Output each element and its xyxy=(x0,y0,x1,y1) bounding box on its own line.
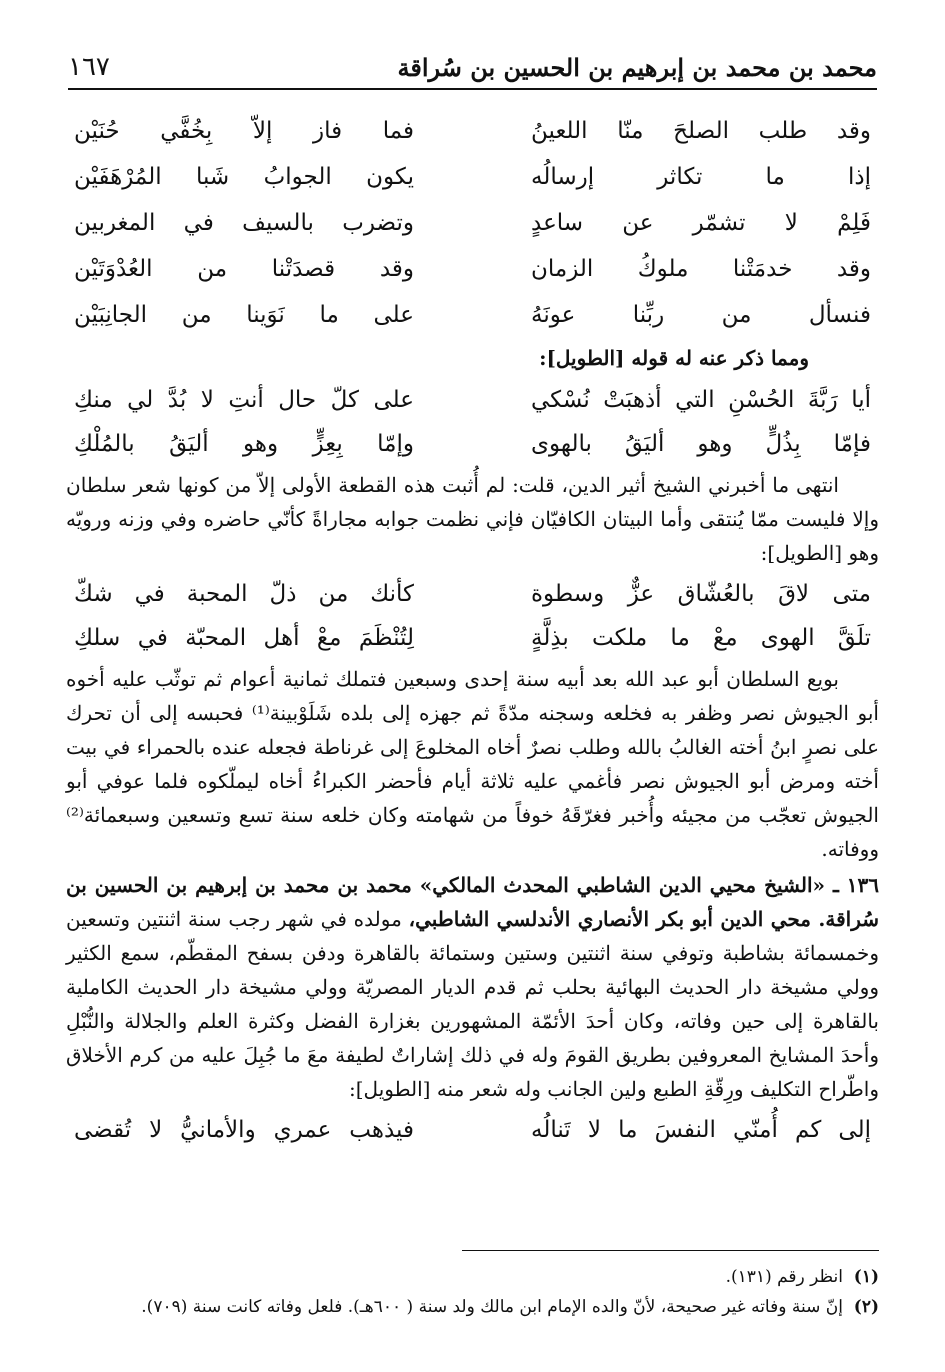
hemistich-2: كأنك من ذلّ المحبة في شكّ xyxy=(74,581,414,607)
footnote xyxy=(66,1292,879,1322)
hemistich-2: وتضرب بالسيف في المغربين xyxy=(74,210,414,236)
poem-1 xyxy=(66,108,879,338)
footnote-text: انظر رقم (١٣١). xyxy=(725,1267,843,1287)
paragraph-biography xyxy=(66,662,879,866)
meter-intro: ومما ذكر عنه له قوله [الطويل]: xyxy=(539,346,809,370)
footnotes xyxy=(66,1262,879,1322)
hemistich-2: على ما نَوَينا من الجانِبَيْن xyxy=(74,302,414,328)
hemistich-1: فنسأل من ربِّنا عونَهُ xyxy=(531,302,871,328)
footnote-number: (١) xyxy=(853,1267,879,1287)
footnote-divider xyxy=(462,1250,879,1251)
verse xyxy=(66,1108,879,1152)
verse xyxy=(66,292,879,338)
hemistich-1: وقد خدمَتْنا ملوكُ الزمان xyxy=(531,256,871,282)
hemistich-2: فما فاز إلاّ بِخُفَّي حُنَيْن xyxy=(74,118,414,144)
footnote xyxy=(66,1262,879,1292)
hemistich-1: إلى كم أُمنّي النفسَ ما لا تَنالُه xyxy=(531,1117,871,1143)
entry-heading: ١٣٦ ـ «الشيخ محيي الدين الشاطبي المحدث المالكي» محمد بن محمد بن إبرهيم بن الحسين بن سُراقة. محي الدين أبو بكر الأنصاري الأندلسي الشاطبي، xyxy=(66,873,879,931)
hemistich-1: فَلِمْ لا تشمّر عن ساعدٍ xyxy=(531,210,871,236)
footnote-text: إنّ سنة وفاته غير صحيحة، لأنّ والده الإمام ابن مالك ولد سنة ( ٦٠٠هـ). فلعل وفاته كانت سنة (٧٠٩). xyxy=(141,1297,843,1317)
page-header xyxy=(68,48,877,90)
hemistich-1: فإمّا بِذُلٍّ وهو أليَقُ بالهوى xyxy=(531,431,871,457)
hemistich-1: وقد طلب الصلحَ منّا اللعينُ xyxy=(531,118,871,144)
poem-3 xyxy=(66,572,879,660)
hemistich-1: تلَقَّ الهوى معْ ما ملكت بذِلَّةٍ xyxy=(531,625,871,651)
verse xyxy=(66,154,879,200)
poem-4 xyxy=(66,1108,879,1152)
entry-136 xyxy=(66,868,879,1106)
hemistich-2: على كلّ حال أنتِ لا بُدَّ لي منكِ xyxy=(74,387,414,413)
running-title: محمد بن محمد بن إبرهيم بن الحسين بن سُراقة xyxy=(397,53,877,82)
hemistich-2: فيذهب عمري والأمانيُّ لا تُقضى xyxy=(74,1117,414,1143)
verse xyxy=(66,378,879,422)
paragraph-text: انتهى ما أخبرني الشيخ أثير الدين، قلت: لم أُثبت هذه القطعة الأولى إلاّ من كونها شعر سلطان وإلا فليست ممّا يُنتقى وأما البيتان الكافيّان فإني نظمت جوابه مجاراةً كأنّي حاضره وفي وزنه ورويّه وهو [الطويل]: xyxy=(66,473,879,565)
hemistich-2: لِتُنْظَمَ معْ أهل المحبّة في سلكِ xyxy=(74,625,414,651)
hemistich-1: متى لاقَ بالعُشّاق عزٌّ وسطوة xyxy=(531,581,871,607)
hemistich-1: إذا ما تكاثر إرسالُه xyxy=(531,164,871,190)
verse xyxy=(66,572,879,616)
hemistich-2: وإمّا بِعِزٍّ وهو أليَقُ بالمُلْكِ xyxy=(74,431,414,457)
footnote-number: (٢) xyxy=(853,1297,879,1317)
hemistich-1: أيا رَبَّةَ الحُسْنِ التي أذهبَتْ نُسْكي xyxy=(531,387,871,413)
paragraph-commentary xyxy=(66,468,879,570)
verse xyxy=(66,616,879,660)
hemistich-2: يكون الجوابُ شَبا المُرْهَفَيْن xyxy=(74,164,414,190)
poem-2 xyxy=(66,378,879,466)
page-number: ١٦٧ xyxy=(68,52,110,82)
verse xyxy=(66,200,879,246)
entry-body: مولده في شهر رجب سنة اثنتين وتسعين وخمسمائة بشاطبة وتوفي سنة اثنتين وستين وستمائة بالقاهرة ودفن بسفح المقطّم، سمع الكثير وولي مشيخة دار الحديث البهائية بحلب ثم قدم الديار المصريّة وولي مشيخة دار الحديث الكاملية بالقاهرة إلى حين وفاته، وكان أحدَ الأئمّة المشهورين بغزارة الفضل وكثرة العلم والجلالة والنُّبْلِ وأحدَ المشايخ المعروفين بطريق القومَ وله في ذلك إشاراتٌ لطيفة معَ ما جُبِلَ عليه من كرم الأخلاق واطّراح التكليف ورِقّةِ الطبع ولين الجانب وله شعر منه [الطويل]: xyxy=(66,907,879,1101)
verse xyxy=(66,422,879,466)
page-body xyxy=(66,108,879,1152)
verse xyxy=(66,108,879,154)
paragraph-text: بويع السلطان أبو عبد الله بعد أبيه سنة إحدى وسبعين فتملك ثمانية أعوام ثم توثّب عليه أخوه أبو الجيوش نصر وظفر به فخلعه وسجنه مدّةً ثم جهزه إلى بلده شَلَوْبينة⁽¹⁾ فحبسه إلى أن تحرك على نصرٍ ابنُ أخته الغالبُ بالله وطلب نصرٌ أخاه المخلوعَ إلى غرناطة فجعله عنده بالحمراء في بيت أخته ومرض أبو الجيوش نصر فأغمي عليه ثلاثة أيام فأحضر الكبراءُ أخاه ليملّكوه فلما عوفي أبو الجيوش تعجّب من مجيئه وأُخبر فغرّقَهُ خوفاً من شهامته وكان خلعه سنة تسع وتسعين وسبعمائة⁽²⁾ ووفاته. xyxy=(66,667,879,861)
verse xyxy=(66,246,879,292)
hemistich-2: وقد قصدَتْنا من العُدْوَتَيْن xyxy=(74,256,414,282)
